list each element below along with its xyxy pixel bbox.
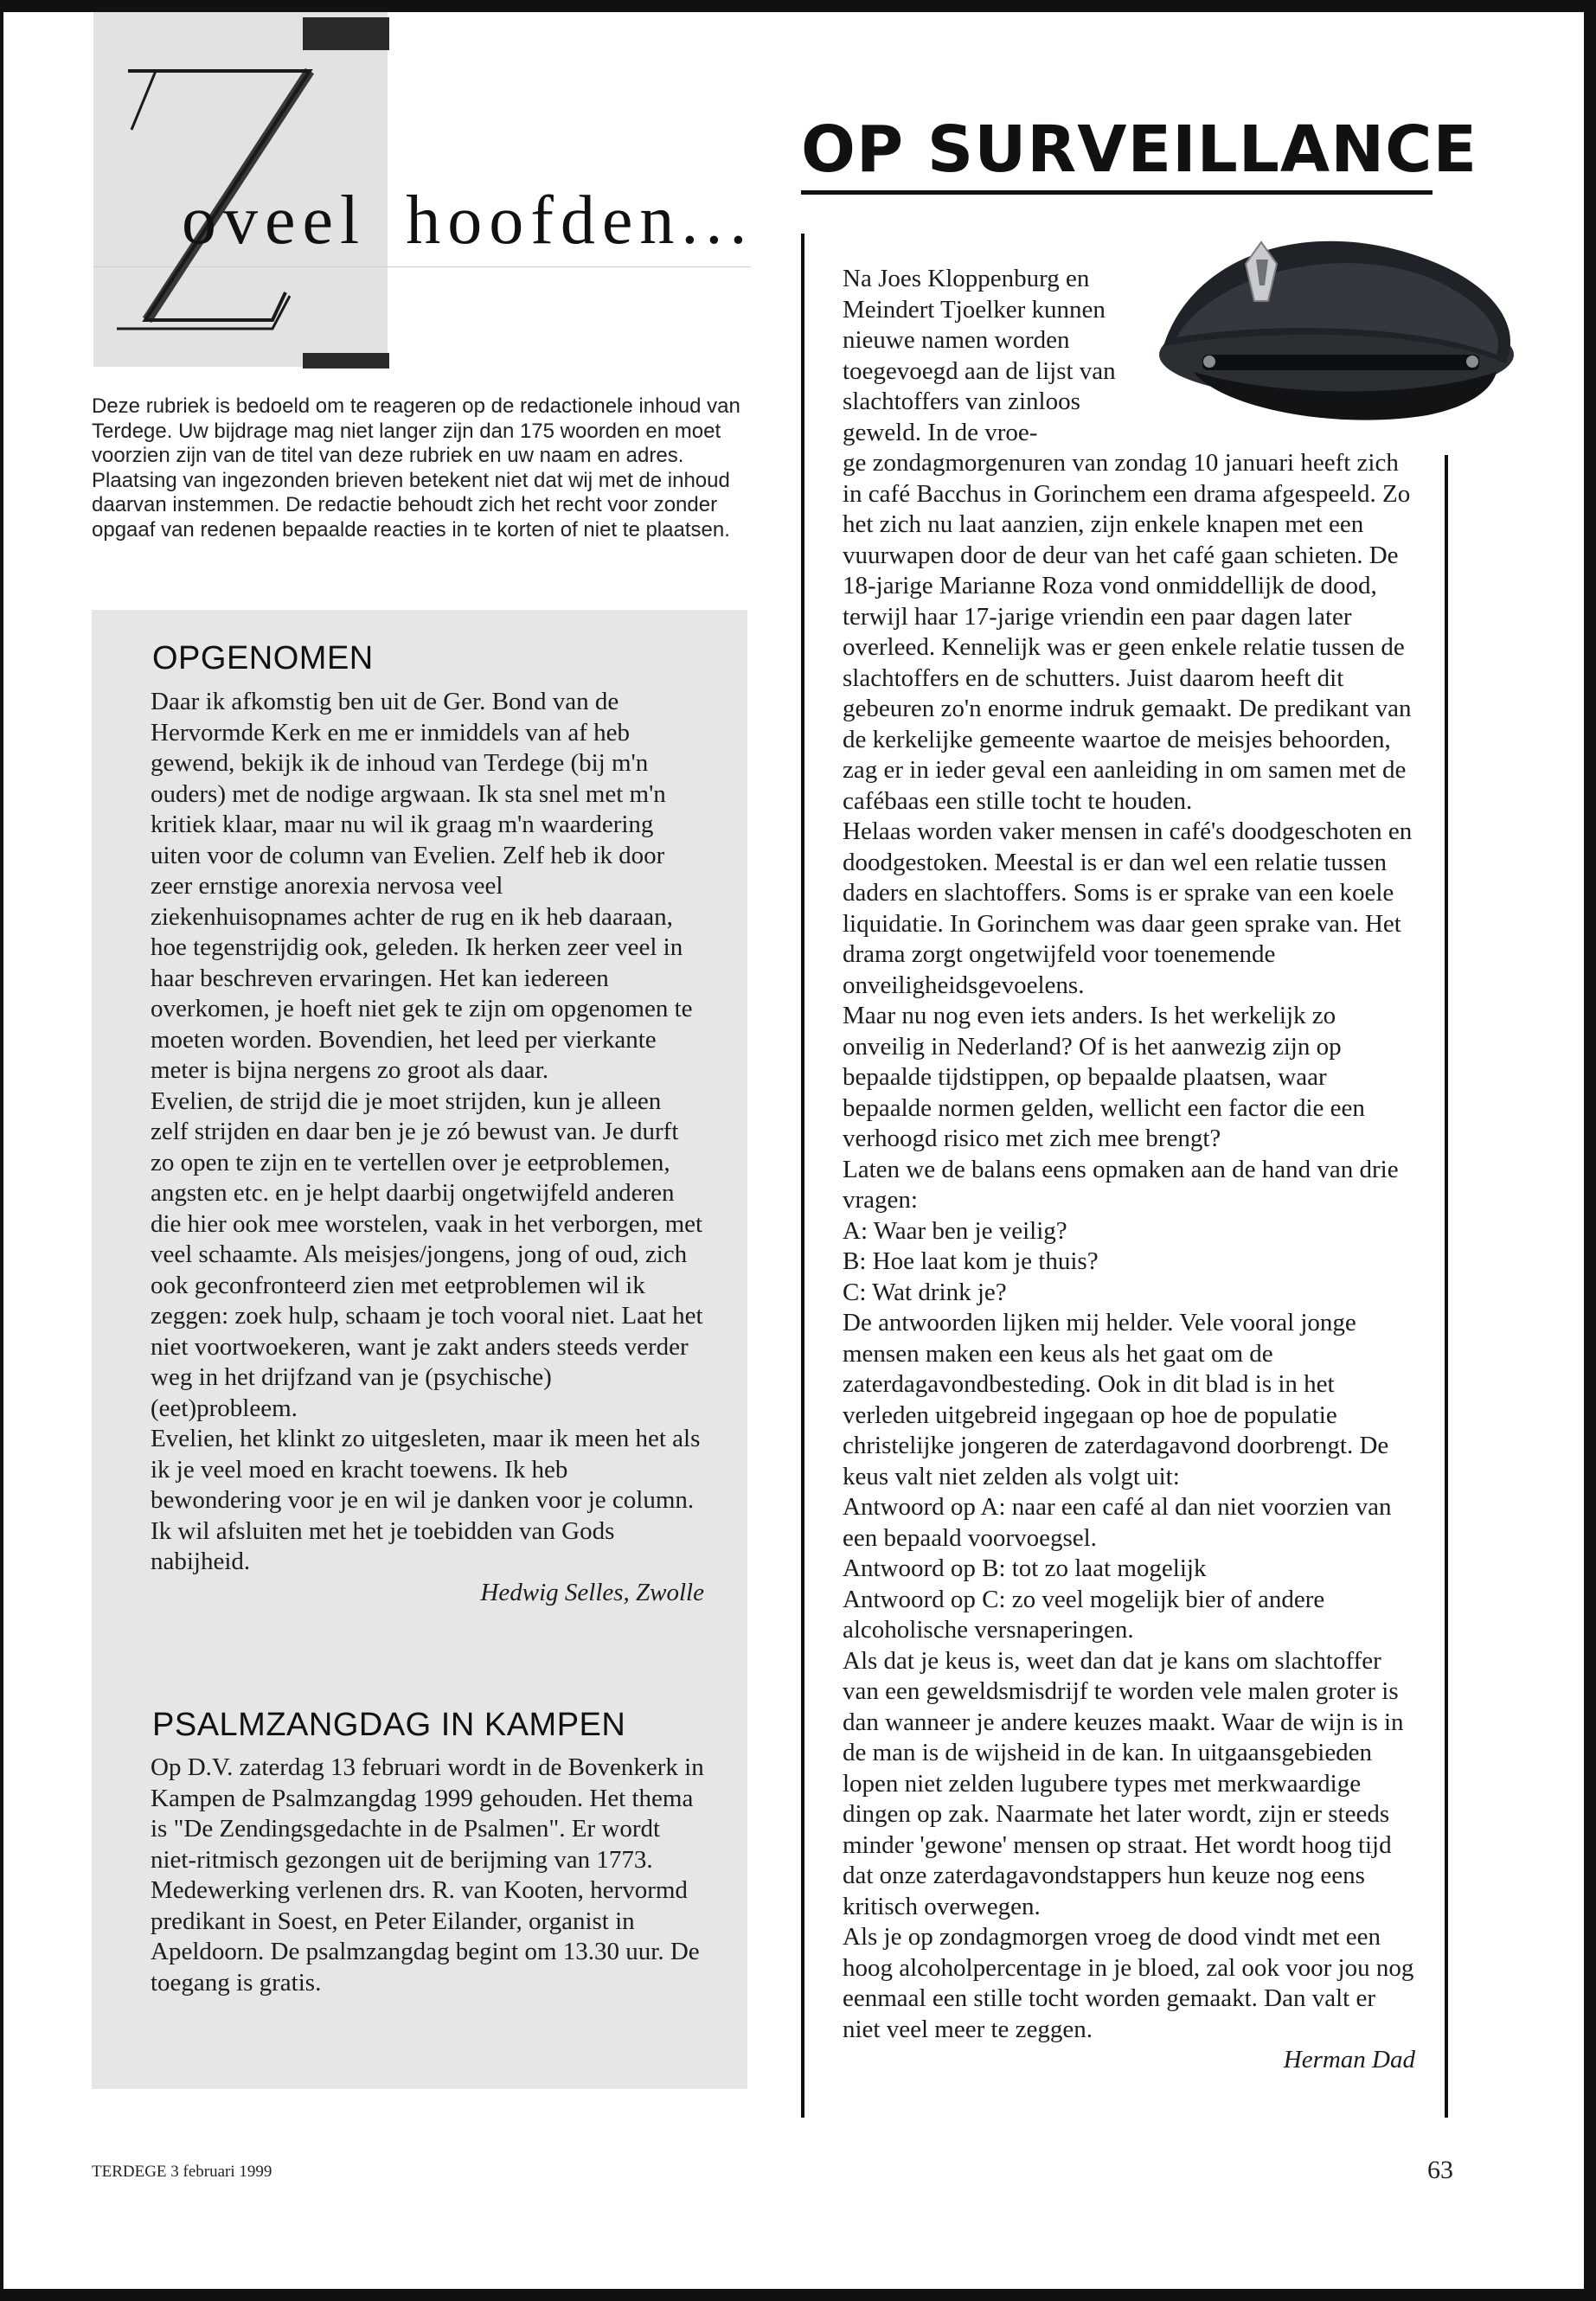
page-frame-top xyxy=(0,0,1596,12)
letter1-heading: OPGENOMEN xyxy=(152,640,374,676)
letter1-paragraph: Evelien, het klinkt zo uitgesleten, maar ik meen het als ik je veel moed en kracht toewens. Ik heb bewondering voor je en wil je danken voor je column. Ik wil afsluiten met het je toebidden van Gods nabijheid. xyxy=(151,1425,701,1575)
page-frame-left xyxy=(0,0,3,2301)
letter1-signature: Hedwig Selles, Zwolle xyxy=(480,1578,704,1606)
footer-publication: TERDEGE 3 februari 1999 xyxy=(92,2163,272,2181)
police-cap-image xyxy=(1142,225,1522,433)
article-signature: Herman Dad xyxy=(1283,2046,1415,2073)
article-paragraph: Als dat je keus is, weet dan dat je kans om slachtoffer van een geweldsmisdrijf te worden vele malen groter is dan wanneer je andere keuzes maakt. Waar de wijn is in de man is de wijsheid in de kan. In uitgaansgebieden lopen niet zelden lugubere types met merkwaardige dingen op zak. Naarmate het later wordt, zijn er steeds minder 'gewone' mensen op straat. Het wordt hoog tijd dat onze zaterdagavondstappers hun keuze nog eens kritisch overwegen. xyxy=(843,1646,1404,1920)
letter2-heading: PSALMZANGDAG IN KAMPEN xyxy=(152,1707,626,1743)
article-paragraph: Als je op zondagmorgen vroeg de dood vindt met een hoog alcoholpercentage in je bloed, zal ook voor jou nog eenmaal een stille tocht worden gemaakt. Dan valt er niet veel meer te zeggen. xyxy=(843,1923,1414,2043)
article-body xyxy=(843,448,1415,2076)
page-frame-right xyxy=(1584,0,1596,2301)
logo-bar-bottom xyxy=(303,353,389,369)
article-question: C: Wat drink je? xyxy=(843,1278,1007,1306)
article-rule-left xyxy=(801,234,804,2118)
logo-bar-top xyxy=(303,17,389,50)
article-paragraph: Laten we de balans eens opmaken aan de hand van drie vragen: xyxy=(843,1155,1399,1214)
article-paragraph: Maar nu nog even iets anders. Is het werkelijk zo onveilig in Nederland? Of is het aanwezig zijn op bepaalde tijdstippen, op bepaalde plaatsen, waar bepaalde normen gelden, wellicht een factor die een verhoogd risico met zich mee brengt? xyxy=(843,1002,1365,1152)
article-answer: Antwoord op A: naar een café al dan niet voorzien van een bepaald voorvoegsel. xyxy=(843,1493,1392,1552)
article-rule-right xyxy=(1445,455,1448,2118)
rubric-intro: Deze rubriek is bedoeld om te reageren op de redactionele inhoud van Terdege. Uw bijdrage mag niet langer zijn dan 175 woorden en moet voorzien zijn van de titel van deze rubriek en uw naam en adres. Plaatsing van ingezonden brieven betekent niet dat wij met de inhoud daarvan instemmen. De redactie behoudt zich het recht voor zonder opgaaf van redenen bepaalde reacties in te korten of niet te plaatsen. xyxy=(92,394,740,542)
page-frame-bottom xyxy=(0,2289,1596,2301)
footer-page-number: 63 xyxy=(1427,2156,1453,2184)
article-paragraph: De antwoorden lijken mij helder. Vele vooral jonge mensen maken een keus als het gaat om de zaterdagavondbesteding. Ook in dit blad is in het verleden uitgebreid ingegaan op hoe de populatie christelijke jongeren de zaterdagavond doorbrengt. De keus valt niet zelden als volgt uit: xyxy=(843,1309,1389,1490)
article-question: B: Hoe laat kom je thuis? xyxy=(843,1247,1099,1275)
article-paragraph: ge zondagmorgenuren van zondag 10 januari heeft zich in café Bacchus in Gorinchem een drama afgespeeld. Zo het zich nu laat aanzien, zijn enkele knapen met een vuurwapen door de deur van het café gaan schieten. De 18-jarige Marianne Roza vond onmiddellijk de dood, terwijl haar 17-jarige vriendin een paar dagen later overleed. Kennelijk was er geen enkele relatie tussen de slachtoffers en de schutters. Juist daarom heeft dit gebeuren zo'n enorme indruk gemaakt. De predikant van de kerkelijke gemeente waartoe de meisjes behoorden, zag er in ieder geval een aanleiding in om samen met de cafébaas een stille tocht te houden. xyxy=(843,449,1412,815)
article-answer: Antwoord op C: zo veel mogelijk bier of andere alcoholische versnaperingen. xyxy=(843,1585,1325,1644)
article-paragraph: Helaas worden vaker mensen in café's doodgeschoten en doodgestoken. Meestal is er dan wel een relatie tussen daders en slachtoffers. Soms is er sprake van een koele liquidatie. In Gorinchem was daar geen sprake van. Het drama zorgt ongetwijfeld voor toenemende onveiligheidsgevoelens. xyxy=(843,817,1413,999)
article-intro: Na Joes Kloppenburg en Meindert Tjoelker kunnen nieuwe namen worden toegevoegd aan de lijst van slachtoffers van zinloos geweld. In de vroe- xyxy=(843,265,1116,446)
article-question: A: Waar ben je veilig? xyxy=(843,1216,1067,1245)
rubric-title-word1: oveel xyxy=(182,183,367,259)
svg-text:Z: Z xyxy=(130,78,131,79)
article-title: OP SURVEILLANCE xyxy=(801,112,1477,187)
article-answer: Antwoord op B: tot zo laat mogelijk xyxy=(843,1554,1207,1582)
letter1-paragraph: Evelien, de strijd die je moet strijden, kun je alleen zelf strijden en daar ben je je zó bewust van. Je durft zo open te zijn en te vertellen over je eetproblemen, angsten etc. en je helpt daarbij ongetwijfeld anderen die hier ook mee worstelen, vaak in het verborgen, met veel schaamte. Als meisjes/jongens, jong of oud, zich ook geconfronteerd zien met eetproblemen wil ik zeggen: zoek hulp, schaam je toch vooral niet. Laat het niet voortwoekeren, want je zakt anders steeds verder weg in het drijfzand van je (psychische) (eet)probleem. xyxy=(151,1086,703,1422)
rubric-title-word2: hoofden... xyxy=(406,183,754,259)
letter1-body xyxy=(151,687,704,1608)
letter1-paragraph: Daar ik afkomstig ben uit de Ger. Bond van de Hervormde Kerk en me er inmiddels van af heb gewend, bekijk ik de inhoud van Terdege (bij m'n ouders) met de nodige argwaan. Ik sta snel met m'n kritiek klaar, maar nu wil ik graag m'n waardering uiten voor de column van Evelien. Zelf heb ik door zeer ernstige anorexia nervosa veel ziekenhuisopnames achter de rug en ik heb daaraan, hoe tegenstrijdig ook, geleden. Ik herken zeer veel in haar beschreven ervaringen. Het kan iedereen overkomen, je hoeft niet gek te zijn om opgenomen te moeten worden. Bovendien, het leed per vierkante meter is bijna nergens zo groot als daar. xyxy=(151,688,693,1084)
rubric-title xyxy=(182,182,753,260)
letter2-body: Op D.V. zaterdag 13 februari wordt in de Bovenkerk in Kampen de Psalmzangdag 1999 gehouden. Het thema is "De Zendingsgedachte in de Psalmen". Er wordt niet-ritmisch gezongen uit de berijming van 1773. Medewerking verlenen drs. R. van Kooten, hervormd predikant in Soest, en Peter Eilander, organist in Apeldoorn. De psalmzangdag begint om 13.30 uur. De toegang is gratis. xyxy=(151,1753,704,1997)
title-rule xyxy=(801,190,1433,195)
